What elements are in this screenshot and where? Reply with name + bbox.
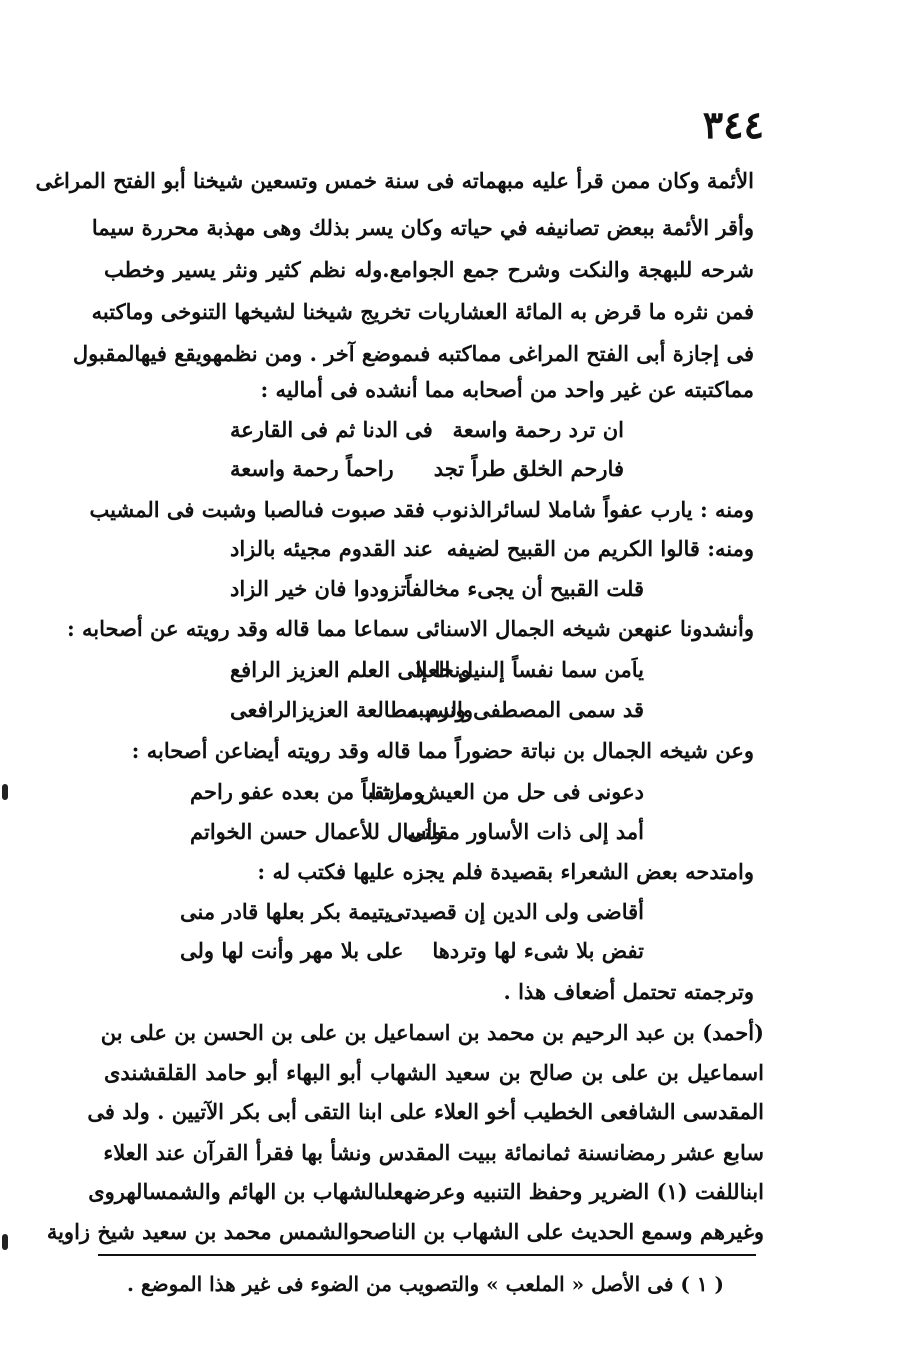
text-line: ابناللفت (١) الضرير وحفظ التنبيه وعرضهعلىالشهاب بن الهائم والشمسالهروى xyxy=(88,1179,764,1204)
verse-hemistich: ونحا إلى العلم العزيز الرافع xyxy=(230,657,471,682)
verse-hemistich: ومنه: قالوا الكريم من القبيح لضيفه xyxy=(446,536,754,561)
verse-hemistich: وأسال للأعمال حسن الخواتم xyxy=(190,819,443,844)
text-line: وأنشدونا عنهعن شيخه الجمال الاسنائى سماعا مما قاله وقد رويته عن أصحابه : xyxy=(66,616,754,641)
scan-mark xyxy=(2,784,8,800)
verse-hemistich: تزودوا فان خير الزاد xyxy=(230,576,407,601)
verse-line xyxy=(160,772,754,812)
verse-hemistich: قد سمى المصطفى ونسيبه xyxy=(407,697,644,722)
verse-hemistich: على بلا مهر وأنت لها ولى xyxy=(180,938,404,963)
verse-hemistich: تفض بلا شىء لها وتردها xyxy=(432,938,644,963)
text-line: الأئمة وكان ممن قرأ عليه مبهماته فى سنة خمس وتسعين شيخنا أبو الفتح المراغى xyxy=(35,168,754,193)
text-line: شرحه للبهجة والنكت وشرح جمع الجوامع.وله نظم كثير ونثر يسير وخطب xyxy=(104,257,754,282)
verse-hemistich: فى الدنا ثم فى القارعة xyxy=(230,417,433,442)
text-line: المقدسى الشافعى الخطيب أخو العلاء على ابنا التقى أبى بكر الآتيين . ولد فى xyxy=(87,1099,764,1124)
text-line: وأقر الأئمة ببعض تصانيفه في حياته وكان يسر بذلك وهى مهذبة محررة سيما xyxy=(91,215,754,240)
page-number: ٣٤٤ xyxy=(702,102,764,147)
text-line: فمن نثره ما قرض به المائة العشاريات تخريج شيخنا لشيخها التنوخى وماكتبه xyxy=(91,299,754,324)
verse-hemistich: دعونى فى حل من العيش ماشا xyxy=(370,779,644,804)
verse-line xyxy=(160,449,754,489)
verse-hemistich: عند القدوم مجيئه بالزاد xyxy=(230,536,433,561)
verse-line xyxy=(160,650,754,690)
verse-line xyxy=(160,529,754,569)
text-line: ومنه : يارب عفواً شاملا لسائرالذنوب فقد صبوت فىالصبا وشبت فى المشيب xyxy=(89,497,754,522)
verse-line xyxy=(160,569,754,609)
verse-line xyxy=(160,812,754,852)
text-line: (أحمد) بن عبد الرحيم بن محمد بن اسماعيل بن على بن الحسن بن على بن xyxy=(100,1020,764,1045)
verse-hemistich: ان ترد رحمة واسعة xyxy=(452,417,624,442)
text-line: مماكتبته عن غير واحد من أصحابه مما أنشده فى أماليه : xyxy=(260,377,754,402)
verse-line xyxy=(160,410,754,450)
verse-line xyxy=(160,690,754,730)
verse-hemistich: ومرتقباً من بعده عفو راحم xyxy=(190,779,424,804)
text-line: وترجمته تحتمل أضعاف هذا . xyxy=(503,979,754,1004)
verse-line xyxy=(160,931,754,971)
verse-hemistich: ياَمن سما نفساً إلىنيل العلا xyxy=(415,657,644,682)
text-line: اسماعيل بن على بن صالح بن سعيد الشهاب أبو البهاء أبو حامد القلقشندى xyxy=(104,1060,764,1085)
verse-hemistich: فارحم الخلق طراً تجد xyxy=(433,456,624,481)
text-line: فى إجازة أبى الفتح المراغى مماكتبه فىموضع آخر . ومن نظمهويقع فيهالمقبول xyxy=(72,341,754,366)
verse-hemistich: أمد إلى ذات الأساور مقلتى xyxy=(407,819,644,844)
scan-mark xyxy=(2,1234,8,1250)
text-line: وامتدحه بعض الشعراء بقصيدة فلم يجزه عليها فكتب له : xyxy=(257,859,754,884)
footnote-divider xyxy=(98,1254,756,1256)
text-line: وغيرهم وسمع الحديث على الشهاب بن الناصحوالشمس محمد بن سعيد شيخ زاوية xyxy=(46,1219,764,1244)
verse-hemistich: راحماً رحمة واسعة xyxy=(230,456,394,481)
verse-hemistich: أقاضى ولى الدين إن قصيدتى xyxy=(387,899,644,924)
footnote: ( ١ ) فى الأصل « الملعب » والتصويب من الضوء فى غير هذا الموضع . xyxy=(127,1272,724,1296)
verse-hemistich: والزم مطالعة العزيزالرافعى xyxy=(230,697,473,722)
text-line: وعن شيخه الجمال بن نباتة حضوراً مما قاله وقد رويته أيضاعن أصحابه : xyxy=(131,738,754,763)
verse-hemistich: قلت القبيح أن يجىء مخالفاً xyxy=(405,576,644,601)
verse-line xyxy=(160,892,754,932)
verse-hemistich: يتيمة بكر بعلها قادر منى xyxy=(180,899,391,924)
text-line: سابع عشر رمضانسنة ثمانمائة ببيت المقدس ونشأ بها فقرأ القرآن عند العلاء xyxy=(103,1140,764,1165)
